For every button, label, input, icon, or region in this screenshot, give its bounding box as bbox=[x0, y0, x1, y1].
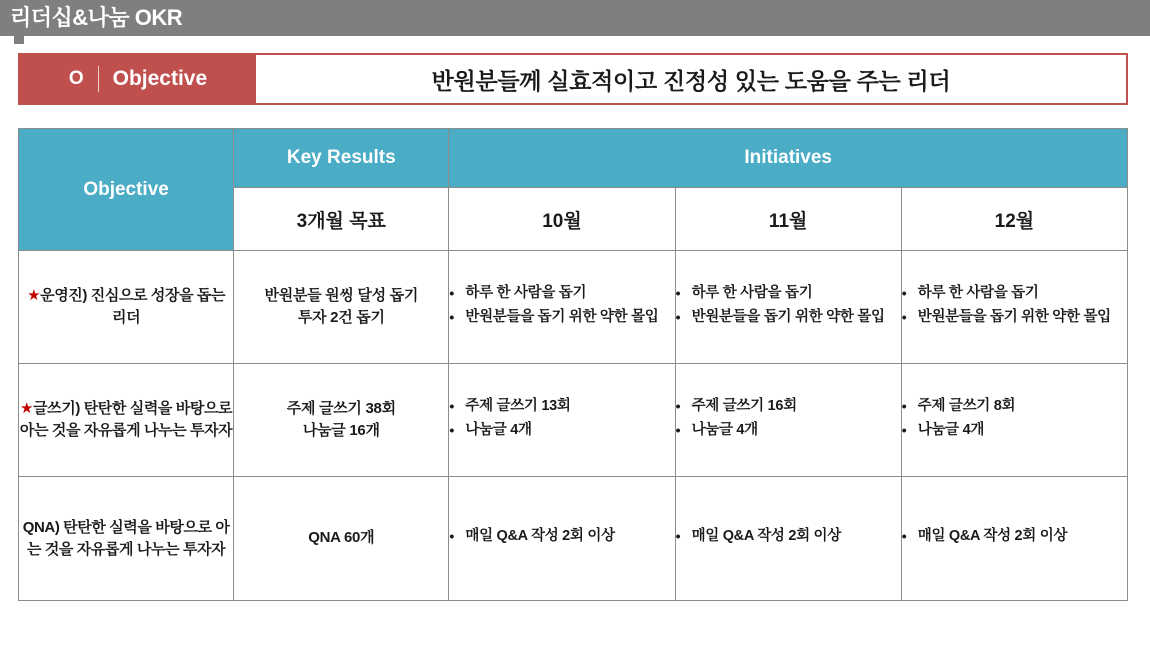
objective-tag-letter: O bbox=[68, 68, 84, 89]
key-result-line: QNA 60개 bbox=[308, 529, 375, 547]
list-item bbox=[449, 420, 674, 441]
objective-tag bbox=[20, 55, 256, 103]
slide-title-bar bbox=[0, 0, 1150, 36]
row-initiative-november bbox=[675, 251, 901, 364]
table-row bbox=[19, 477, 1128, 601]
list-item bbox=[902, 283, 1127, 304]
page-title: 리더십&나눔 OKR bbox=[10, 5, 183, 30]
header-kr-sub: 3개월 목표 bbox=[234, 188, 449, 251]
list-item-label: 주제 글쓰기 13회 bbox=[465, 397, 571, 414]
list-item bbox=[676, 396, 901, 417]
list-item-label: 매일 Q&A 작성 2회 이상 bbox=[917, 528, 1068, 545]
row-initiative-october bbox=[449, 251, 675, 364]
list-item bbox=[449, 283, 674, 304]
list-item-label: 하루 한 사람을 돕기 bbox=[465, 284, 587, 301]
list-item-label: 매일 Q&A 작성 2회 이상 bbox=[465, 528, 615, 545]
list-item bbox=[902, 307, 1127, 328]
row-initiative-december bbox=[901, 477, 1127, 601]
list-item bbox=[676, 526, 901, 547]
row-objective-text: QNA) 탄탄한 실력을 바탕으로 아는 것을 자유롭게 나누는 투자자 bbox=[22, 518, 230, 558]
list-item-label: 하루 한 사람을 돕기 bbox=[917, 284, 1039, 301]
bullet-icon: • bbox=[901, 397, 907, 414]
list-item-label: 나눔글 4개 bbox=[465, 422, 532, 438]
list-item-label: 하루 한 사람을 돕기 bbox=[691, 284, 813, 301]
bullet-icon: • bbox=[901, 528, 907, 545]
header-month-october: 10월 bbox=[449, 188, 675, 251]
list-item-label: 반원분들을 돕기 위한 약한 몰입 bbox=[691, 309, 885, 325]
initiative-list bbox=[449, 396, 674, 441]
row-initiative-december bbox=[901, 364, 1127, 477]
list-item-label: 반원분들을 돕기 위한 약한 몰입 bbox=[917, 309, 1111, 325]
initiative-list bbox=[676, 283, 901, 328]
row-objective-text: 운영진) 진심으로 성장을 돕는 리더 bbox=[40, 287, 226, 326]
header-initiatives: Initiatives bbox=[449, 129, 1128, 188]
row-initiative-december bbox=[901, 251, 1127, 364]
row-initiative-october bbox=[449, 364, 675, 477]
initiative-list bbox=[902, 396, 1127, 441]
key-result-line: 나눔글 16개 bbox=[302, 422, 380, 439]
key-result-line: 반원분들 원씽 달성 돕기 bbox=[264, 286, 419, 304]
header-key-results: Key Results bbox=[234, 129, 449, 188]
objective-tag-label: Objective bbox=[112, 67, 208, 90]
bullet-icon: • bbox=[901, 309, 907, 325]
bullet-icon: • bbox=[449, 397, 454, 414]
star-icon: ★ bbox=[27, 287, 41, 305]
bullet-icon: • bbox=[675, 422, 681, 438]
row-initiative-november bbox=[675, 364, 901, 477]
bullet-icon: • bbox=[675, 397, 681, 414]
list-item bbox=[676, 420, 901, 441]
bullet-icon: • bbox=[449, 284, 454, 301]
list-item bbox=[902, 396, 1127, 417]
row-objective bbox=[19, 251, 234, 364]
table-row bbox=[19, 251, 1128, 364]
list-item-label: 매일 Q&A 작성 2회 이상 bbox=[691, 528, 841, 545]
initiative-list bbox=[676, 396, 901, 441]
bullet-icon: • bbox=[449, 528, 454, 545]
initiative-list bbox=[902, 283, 1127, 328]
initiative-list bbox=[902, 526, 1127, 547]
row-objective-text: 글쓰기) 탄탄한 실력을 바탕으로 아는 것을 자유롭게 나누는 투자자 bbox=[19, 400, 233, 439]
bullet-icon: • bbox=[901, 284, 907, 301]
list-item bbox=[449, 526, 674, 547]
list-item-label: 주제 글쓰기 16회 bbox=[691, 397, 797, 414]
table-header-row-top bbox=[19, 129, 1128, 188]
bullet-icon: • bbox=[675, 284, 681, 301]
title-bar-tail bbox=[14, 36, 24, 44]
list-item bbox=[449, 396, 674, 417]
list-item bbox=[902, 420, 1127, 441]
objective-statement: 반원분들께 실효적이고 진정성 있는 도움을 주는 리더 bbox=[431, 67, 951, 94]
list-item-label: 주제 글쓰기 8회 bbox=[917, 397, 1016, 414]
header-month-november: 11월 bbox=[675, 188, 901, 251]
initiative-list bbox=[449, 283, 674, 328]
table-row bbox=[19, 364, 1128, 477]
list-item bbox=[449, 307, 674, 328]
bullet-icon: • bbox=[675, 528, 681, 545]
objective-banner bbox=[18, 53, 1128, 105]
list-item-label: 나눔글 4개 bbox=[691, 422, 758, 438]
header-objective: Objective bbox=[19, 129, 234, 251]
star-icon: ★ bbox=[20, 400, 34, 418]
key-result-line: 주제 글쓰기 38회 bbox=[286, 399, 396, 417]
bullet-icon: • bbox=[449, 309, 454, 325]
list-item bbox=[676, 307, 901, 328]
row-initiative-october bbox=[449, 477, 675, 601]
list-item bbox=[902, 526, 1127, 547]
key-result-line: 투자 2건 돕기 bbox=[297, 309, 385, 326]
initiative-list bbox=[449, 526, 674, 547]
row-objective bbox=[19, 364, 234, 477]
list-item bbox=[676, 283, 901, 304]
objective-tag-divider bbox=[98, 66, 99, 92]
row-initiative-november bbox=[675, 477, 901, 601]
row-objective bbox=[19, 477, 234, 601]
row-key-result bbox=[234, 364, 449, 477]
header-month-december: 12월 bbox=[901, 188, 1127, 251]
list-item-label: 반원분들을 돕기 위한 약한 몰입 bbox=[465, 309, 659, 325]
bullet-icon: • bbox=[901, 422, 907, 438]
bullet-icon: • bbox=[675, 309, 681, 325]
list-item-label: 나눔글 4개 bbox=[917, 422, 985, 438]
initiative-list bbox=[676, 526, 901, 547]
bullet-icon: • bbox=[449, 422, 454, 438]
row-key-result bbox=[234, 251, 449, 364]
okr-table bbox=[18, 128, 1128, 601]
row-key-result bbox=[234, 477, 449, 601]
